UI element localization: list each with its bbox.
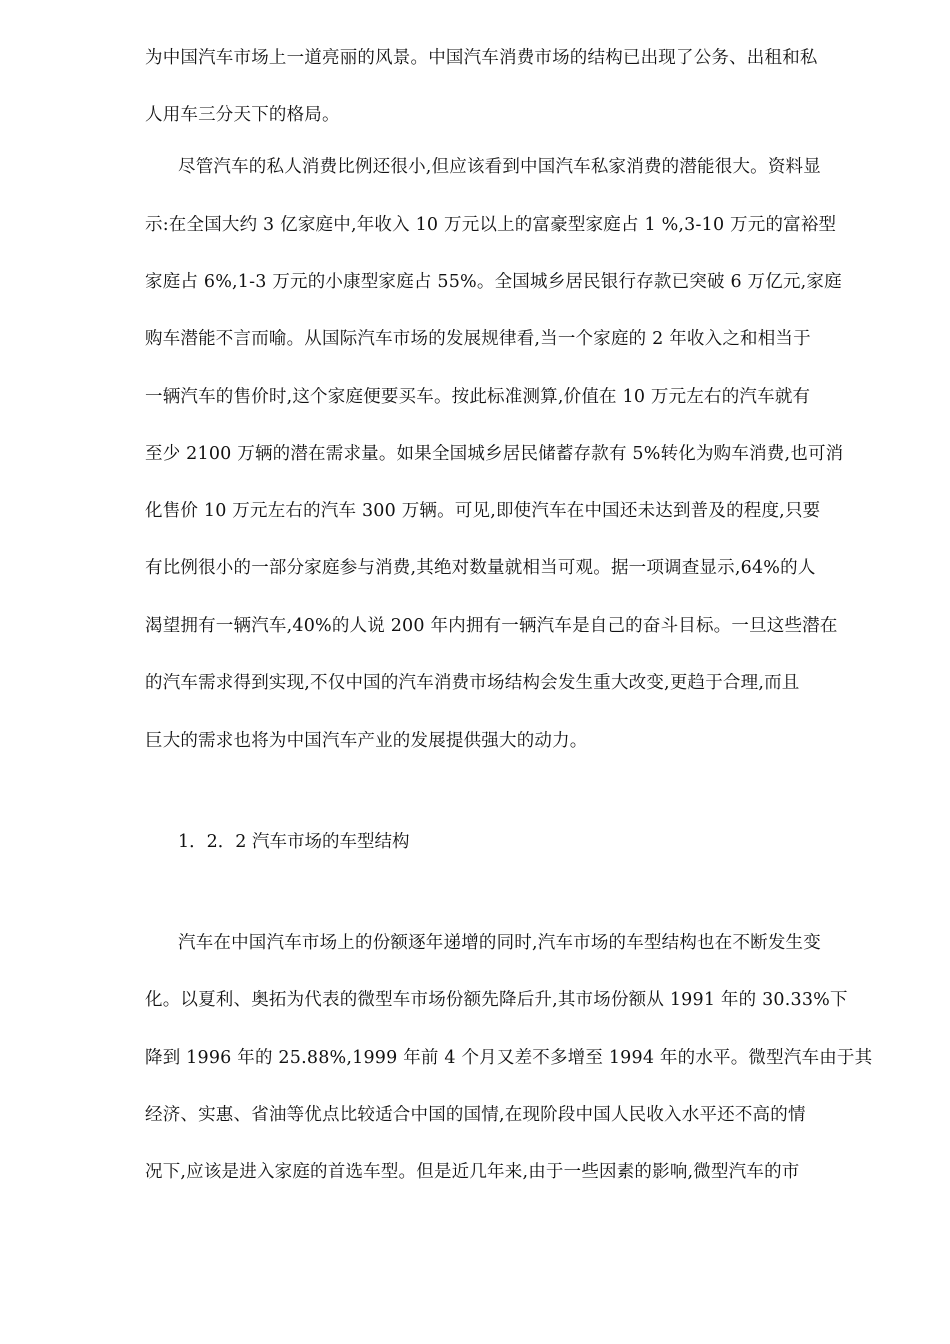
- paragraph-2-line-4: 购车潜能不言而喻。从国际汽车市场的发展规律看,当一个家庭的 2 年收入之和相当于: [145, 329, 811, 349]
- paragraph-2-line-9: 渴望拥有一辆汽车,40%的人说 200 年内拥有一辆汽车是自己的奋斗目标。一旦这些潜在: [145, 616, 838, 636]
- paragraph-3-line-1: 汽车在中国汽车市场上的份额逐年递增的同时,汽车市场的车型结构也在不断发生变: [178, 933, 821, 953]
- paragraph-3-line-3: 降到 1996 年的 25.88%,1999 年前 4 个月又差不多增至 1994 年的水平。微型汽车由于其: [145, 1048, 873, 1068]
- paragraph-3-line-2: 化。以夏利、奥拓为代表的微型车市场份额先降后升,其市场份额从 1991 年的 30.33%下: [145, 990, 848, 1010]
- paragraph-2-line-7: 化售价 10 万元左右的汽车 300 万辆。可见,即使汽车在中国还未达到普及的程度,只要: [145, 501, 821, 521]
- paragraph-3-line-4: 经济、实惠、省油等优点比较适合中国的国情,在现阶段中国人民收入水平还不高的情: [145, 1105, 806, 1125]
- paragraph-2-line-10: 的汽车需求得到实现,不仅中国的汽车消费市场结构会发生重大改变,更趋于合理,而且: [145, 673, 800, 693]
- section-heading: 1．2．2 汽车市场的车型结构: [178, 832, 410, 852]
- paragraph-2-line-3: 家庭占 6%,1-3 万元的小康型家庭占 55%。全国城乡居民银行存款已突破 6 万亿元,家庭: [145, 272, 842, 292]
- paragraph-2-line-5: 一辆汽车的售价时,这个家庭便要买车。按此标准测算,价值在 10 万元左右的汽车就有: [145, 387, 811, 407]
- paragraph-2-line-11: 巨大的需求也将为中国汽车产业的发展提供强大的动力。: [145, 731, 588, 751]
- paragraph-2-line-2: 示:在全国大约 3 亿家庭中,年收入 10 万元以上的富豪型家庭占 1 %,3-10 万元的富裕型: [145, 215, 837, 235]
- paragraph-3-line-5: 况下,应该是进入家庭的首选车型。但是近几年来,由于一些因素的影响,微型汽车的市: [145, 1162, 800, 1182]
- paragraph-1-line-2: 人用车三分天下的格局。: [145, 105, 340, 125]
- paragraph-2-line-8: 有比例很小的一部分家庭参与消费,其绝对数量就相当可观。据一项调查显示,64%的人: [145, 558, 816, 578]
- paragraph-1-line-1: 为中国汽车市场上一道亮丽的风景。中国汽车消费市场的结构已出现了公务、出租和私: [145, 48, 818, 68]
- paragraph-2-line-1: 尽管汽车的私人消费比例还很小,但应该看到中国汽车私家消费的潜能很大。资料显: [178, 157, 821, 177]
- paragraph-2-line-6: 至少 2100 万辆的潜在需求量。如果全国城乡居民储蓄存款有 5%转化为购车消费,也可消: [145, 444, 844, 464]
